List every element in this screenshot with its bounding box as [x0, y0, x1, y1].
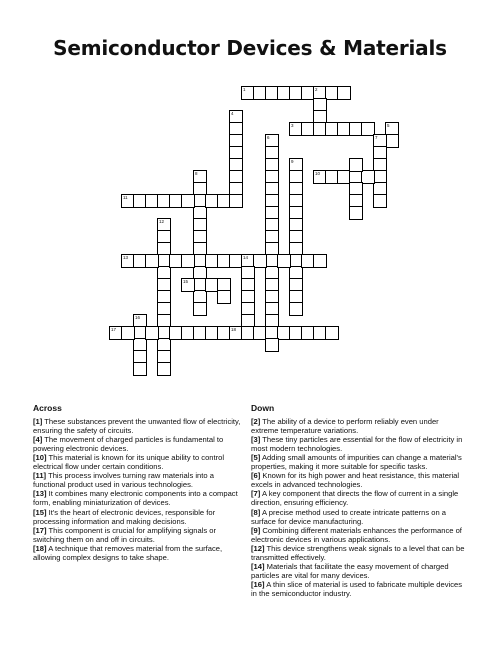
clue-number: 13: [123, 255, 129, 260]
clue-text: Known for its high power and heat resistance, this material excels in advanced technologies.: [251, 471, 460, 490]
down-clue: [251, 544, 466, 562]
across-clue: [33, 417, 245, 435]
clue-text: The ability of a device to perform reliably even under extreme temperature variations.: [251, 417, 439, 436]
grid-cell[interactable]: [145, 326, 159, 340]
down-clue: [251, 435, 466, 453]
clue-number-label: [10]: [33, 453, 47, 463]
clue-text: A precise method used to create intricate patterns on a surface for device manufacturing.: [251, 507, 447, 526]
down-clue: [251, 526, 466, 544]
puzzle-title: Semiconductor Devices & Materials: [53, 36, 447, 60]
grid-cell[interactable]: [373, 194, 387, 208]
grid-cell[interactable]: [277, 254, 291, 268]
clue-text: It combines many electronic components into a compact form, enabling miniaturization of devices.: [33, 489, 238, 508]
down-clues: [251, 404, 466, 598]
clue-text: This device strengthens weak signals to a level that can be transmitted effectively.: [251, 543, 465, 562]
clue-number-label: [15]: [33, 507, 47, 517]
grid-cell[interactable]: [313, 254, 327, 268]
clue-text: This component is crucial for amplifying signals or switching them on and off in circuits.: [33, 525, 217, 544]
down-clue: [251, 508, 466, 526]
down-clue: [251, 489, 466, 507]
clue-text: A thin slice of material is used to fabricate multiple devices in the semiconductor industry.: [251, 579, 463, 598]
across-clues: [33, 404, 245, 562]
clue-number-label: [12]: [251, 543, 265, 553]
grid-cell[interactable]: [337, 86, 351, 100]
down-clue: [251, 453, 466, 471]
grid-cell[interactable]: [145, 254, 159, 268]
grid-cell[interactable]: [325, 326, 339, 340]
clue-text: This process involves turning raw materials into a functional product used in various technologies.: [33, 471, 214, 490]
across-clue: [33, 544, 245, 562]
grid-cell[interactable]: [289, 302, 303, 316]
clue-text: The movement of charged particles is fundamental to powering electronic devices.: [33, 435, 224, 454]
down-clue: [251, 417, 466, 435]
clue-text: Materials that facilitate the easy movement of charged particles are vital for many devices.: [251, 561, 449, 580]
clue-text: These tiny particles are essential for the flow of electricity in most modern technologies.: [251, 435, 463, 454]
clue-number-label: [8]: [251, 507, 261, 517]
grid-cell[interactable]: [265, 338, 279, 352]
grid-cell[interactable]: [253, 254, 267, 268]
down-list: [251, 417, 466, 598]
clue-number-label: [11]: [33, 471, 47, 481]
clue-number: 3: [291, 123, 294, 128]
clue-number: 12: [159, 219, 165, 224]
clue-number-label: [7]: [251, 489, 261, 499]
across-clue: [33, 471, 245, 489]
clue-text: Adding small amounts of impurities can change a material's properties, making it more suitable for specific tasks.: [251, 453, 462, 472]
clue-text: Combining different materials enhances the performance of electronic devices in various applications.: [251, 525, 462, 544]
grid-cell[interactable]: [349, 206, 363, 220]
clue-number: 14: [243, 255, 249, 260]
clue-number-label: [18]: [33, 543, 47, 553]
clue-number-label: [5]: [251, 453, 261, 463]
clue-number: 16: [135, 315, 141, 320]
clue-number: 9: [291, 159, 294, 164]
grid-cell[interactable]: [157, 362, 171, 376]
grid-cell[interactable]: [361, 170, 375, 184]
across-clue: [33, 435, 245, 453]
clue-number-label: [13]: [33, 489, 47, 499]
grid-cell[interactable]: [181, 254, 195, 268]
clue-number: 1: [243, 87, 246, 92]
down-clue: [251, 562, 466, 580]
clue-text: These substances prevent the unwanted flow of electricity, ensuring the safety of circuits.: [33, 417, 241, 436]
clue-text: A key component that directs the flow of current in a single direction, ensuring efficiency.: [251, 489, 459, 508]
clue-text: This material is known for its unique ability to control electrical flow under certain conditions.: [33, 453, 225, 472]
grid-cell[interactable]: [349, 158, 363, 172]
clue-number-label: [9]: [251, 525, 261, 535]
grid-cell[interactable]: [385, 134, 399, 148]
clue-number-label: [14]: [251, 561, 265, 571]
across-clue: [33, 489, 245, 507]
clue-number-label: [2]: [251, 417, 261, 427]
clue-number-label: [3]: [251, 435, 261, 445]
across-clue: [33, 526, 245, 544]
grid-cell[interactable]: [217, 290, 231, 304]
clue-number: 2: [315, 87, 318, 92]
across-list: [33, 417, 245, 562]
clue-number: 15: [183, 279, 189, 284]
grid-cell[interactable]: [133, 362, 147, 376]
clue-number: 6: [267, 135, 270, 140]
clue-number: 5: [387, 123, 390, 128]
down-clue: [251, 580, 466, 598]
clue-number: 17: [111, 327, 117, 332]
clue-number-label: [16]: [251, 579, 265, 589]
clue-number: 4: [231, 111, 234, 116]
clue-text: A technique that removes material from the surface, allowing complex designs to take shape.: [33, 543, 223, 562]
clue-number: 8: [195, 171, 198, 176]
clue-number: 18: [231, 327, 237, 332]
clue-number-label: [1]: [33, 417, 43, 427]
across-clue: [33, 508, 245, 526]
clue-number: 10: [315, 171, 321, 176]
clue-number: 11: [123, 195, 128, 200]
down-heading: Down: [251, 403, 275, 413]
clue-number-label: [4]: [33, 435, 43, 445]
grid-cell[interactable]: [193, 302, 207, 316]
grid-cell[interactable]: [181, 194, 195, 208]
down-clue: [251, 471, 466, 489]
clue-number: 7: [375, 135, 378, 140]
across-heading: Across: [33, 403, 62, 413]
grid-cell[interactable]: [229, 194, 243, 208]
across-clue: [33, 453, 245, 471]
clue-number-label: [17]: [33, 525, 47, 535]
grid-cell[interactable]: [121, 326, 135, 340]
clue-text: It's the heart of electronic devices, responsible for processing information and making decisions.: [33, 507, 216, 526]
clue-number-label: [6]: [251, 471, 261, 481]
